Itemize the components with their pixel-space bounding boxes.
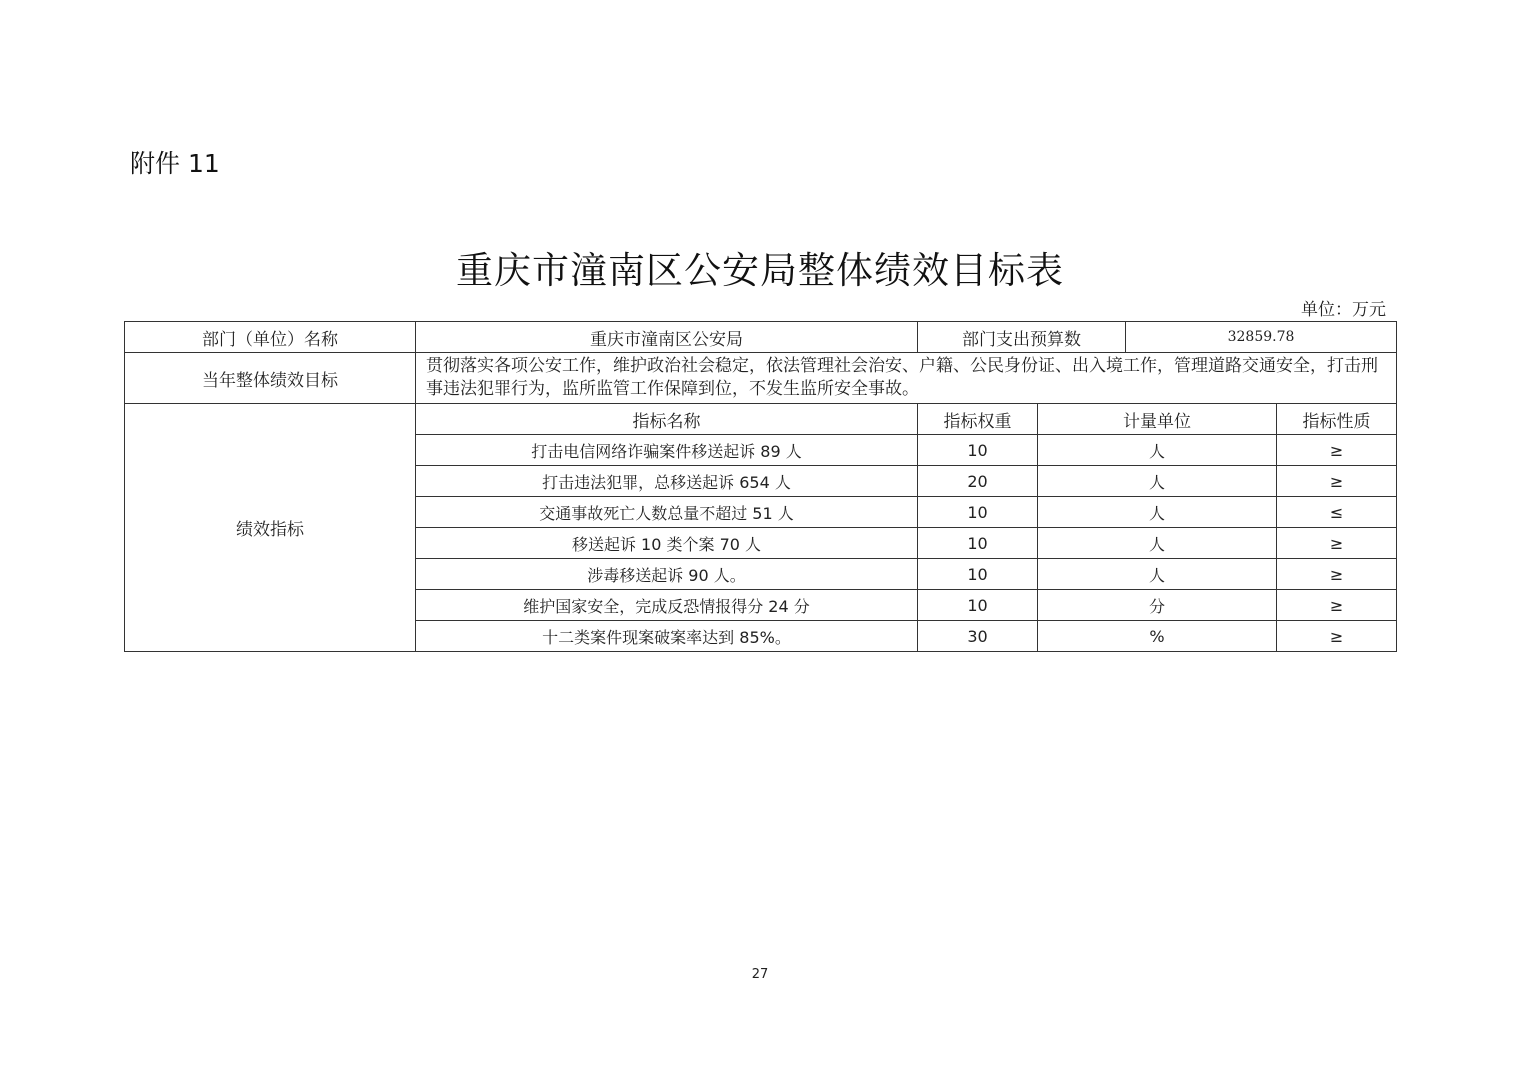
dept-label: 部门（单位）名称: [125, 322, 416, 353]
indicator-weight: 10: [918, 590, 1038, 621]
indicator-nature: ≥: [1277, 435, 1397, 466]
indicator-unit: 人: [1038, 559, 1277, 590]
column-header: 指标权重: [918, 404, 1038, 435]
budget-label: 部门支出预算数: [918, 322, 1126, 353]
indicator-unit: 人: [1038, 435, 1277, 466]
indicator-unit: 人: [1038, 528, 1277, 559]
indicator-weight: 10: [918, 559, 1038, 590]
indicator-nature: ≥: [1277, 559, 1397, 590]
column-header: 指标性质: [1277, 404, 1397, 435]
dept-row: [125, 322, 1397, 353]
indicator-header-row: [125, 404, 1397, 435]
indicator-nature: ≥: [1277, 466, 1397, 497]
indicator-name: 十二类案件现案破案率达到 85%。: [416, 621, 918, 652]
indicator-weight: 10: [918, 528, 1038, 559]
performance-goal-table: [124, 321, 1397, 652]
indicator-name: 涉毒移送起诉 90 人。: [416, 559, 918, 590]
page-title: 重庆市潼南区公安局整体绩效目标表: [456, 249, 1064, 292]
indicator-weight: 10: [918, 435, 1038, 466]
budget-value: 32859.78: [1126, 322, 1397, 353]
indicator-weight: 30: [918, 621, 1038, 652]
indicator-name: 交通事故死亡人数总量不超过 51 人: [416, 497, 918, 528]
goal-text: 贯彻落实各项公安工作，维护政治社会稳定，依法管理社会治安、户籍、公民身份证、出入境工作，管理道路交通安全，打击刑事违法犯罪行为，监所监管工作保障到位，不发生监所安全事故。: [416, 353, 1397, 404]
indicator-section-label: 绩效指标: [125, 404, 416, 652]
indicator-unit: 人: [1038, 466, 1277, 497]
unit-label: 单位：万元: [1301, 300, 1386, 320]
indicator-nature: ≥: [1277, 590, 1397, 621]
indicator-nature: ≥: [1277, 528, 1397, 559]
goal-label: 当年整体绩效目标: [125, 353, 416, 404]
column-header: 计量单位: [1038, 404, 1277, 435]
indicator-unit: 人: [1038, 497, 1277, 528]
column-header: 指标名称: [416, 404, 918, 435]
indicator-name: 打击电信网络诈骗案件移送起诉 89 人: [416, 435, 918, 466]
indicator-unit: 分: [1038, 590, 1277, 621]
dept-value: 重庆市潼南区公安局: [416, 322, 918, 353]
indicator-nature: ≤: [1277, 497, 1397, 528]
indicator-name: 打击违法犯罪，总移送起诉 654 人: [416, 466, 918, 497]
goal-row: [125, 353, 1397, 404]
page-number: 27: [751, 967, 769, 982]
indicator-unit: %: [1038, 621, 1277, 652]
indicator-name: 移送起诉 10 类个案 70 人: [416, 528, 918, 559]
attachment-label: 附件 11: [130, 149, 220, 178]
indicator-weight: 20: [918, 466, 1038, 497]
indicator-name: 维护国家安全，完成反恐情报得分 24 分: [416, 590, 918, 621]
indicator-nature: ≥: [1277, 621, 1397, 652]
indicator-weight: 10: [918, 497, 1038, 528]
